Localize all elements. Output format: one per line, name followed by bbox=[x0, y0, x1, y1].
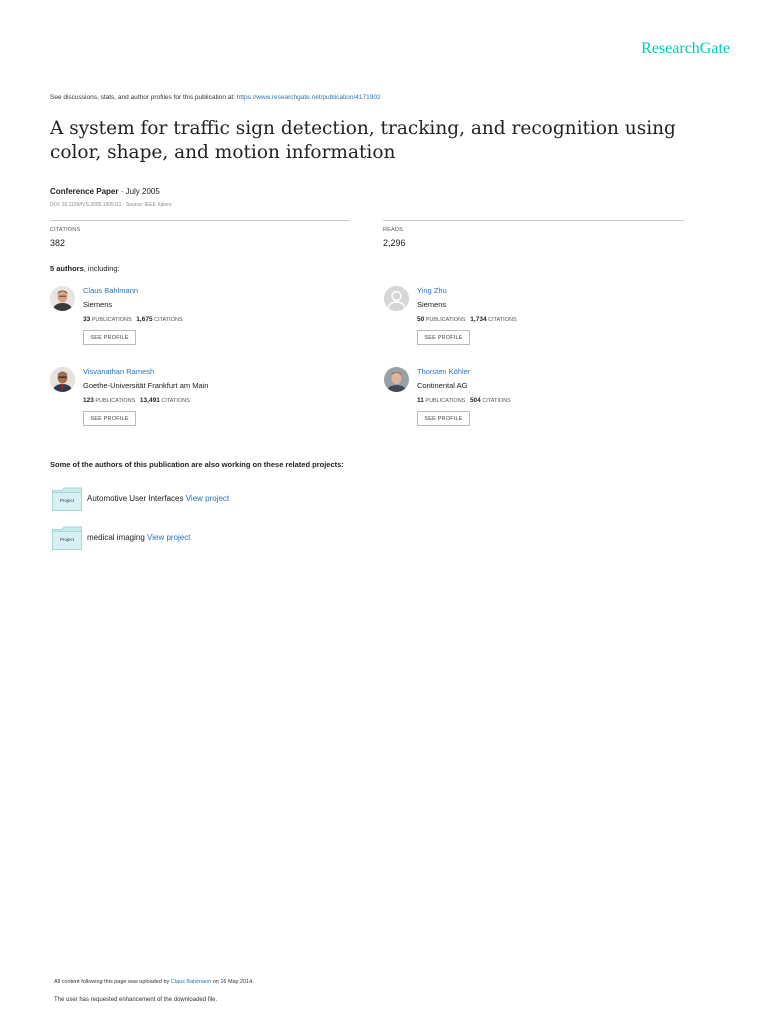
author-affiliation: Siemens bbox=[417, 300, 447, 309]
project-item bbox=[52, 526, 452, 552]
citations-count: 1,734 bbox=[470, 316, 487, 323]
citations-value: 382 bbox=[50, 238, 66, 248]
author-card bbox=[50, 367, 350, 437]
project-line bbox=[87, 533, 190, 542]
view-project-link[interactable]: View project bbox=[147, 533, 191, 542]
date-separator: · bbox=[118, 187, 126, 196]
publications-label: PUBLICATIONS bbox=[425, 317, 466, 323]
publications-label: PUBLICATIONS bbox=[95, 398, 136, 404]
publications-count: 50 bbox=[417, 316, 425, 323]
avatar[interactable] bbox=[384, 286, 409, 311]
author-name-link[interactable]: Thorsten Köhler bbox=[417, 367, 471, 376]
citations-count: 504 bbox=[469, 397, 481, 404]
author-photo-icon bbox=[50, 367, 75, 392]
author-card bbox=[384, 367, 684, 437]
author-affiliation: Goethe-Universität Frankfurt am Main bbox=[83, 381, 209, 390]
project-name: medical imaging bbox=[87, 533, 145, 542]
author-affiliation: Siemens bbox=[83, 300, 113, 309]
author-photo-icon bbox=[384, 367, 409, 392]
author-stats bbox=[83, 397, 190, 404]
publications-count: 11 bbox=[417, 397, 424, 404]
citations-count: 13,491 bbox=[139, 397, 160, 404]
paper-type-line bbox=[50, 187, 160, 196]
authors-suffix: , including: bbox=[83, 264, 120, 273]
avatar[interactable] bbox=[50, 367, 75, 392]
project-folder-icon bbox=[52, 487, 82, 511]
project-line bbox=[87, 494, 229, 503]
citations-label: CITATIONS bbox=[482, 398, 511, 404]
related-projects-heading: Some of the authors of this publication are also working on these related projects: bbox=[50, 460, 344, 469]
reads-value: 2,296 bbox=[383, 238, 406, 248]
citations-label: CITATIONS bbox=[154, 317, 183, 323]
paper-date: July 2005 bbox=[125, 187, 160, 196]
discussions-text: See discussions, stats, and author profiles for this publication at: bbox=[50, 94, 237, 101]
discussions-line bbox=[50, 94, 381, 101]
see-profile-button[interactable]: SEE PROFILE bbox=[83, 330, 136, 345]
publications-count: 33 bbox=[83, 316, 91, 323]
author-photo-icon bbox=[50, 286, 75, 311]
paper-title: A system for traffic sign detection, tracking, and recognition using color, shape, and motion information bbox=[50, 118, 676, 163]
doi-line: DOI: 10.1109/IVS.2005.1505111 · Source: IEEE Xplore bbox=[50, 202, 172, 208]
author-affiliation: Continental AG bbox=[417, 381, 468, 390]
enhancement-note: The user has requested enhancement of the downloaded file. bbox=[54, 997, 218, 1003]
author-stats bbox=[83, 316, 183, 323]
see-profile-button[interactable]: SEE PROFILE bbox=[417, 411, 470, 426]
project-item bbox=[52, 487, 452, 513]
see-profile-button[interactable]: SEE PROFILE bbox=[83, 411, 136, 426]
author-card bbox=[384, 286, 684, 356]
upload-note bbox=[54, 979, 254, 985]
author-name-link[interactable]: Ying Zhu bbox=[417, 286, 447, 295]
citations-divider bbox=[50, 220, 350, 221]
publications-label: PUBLICATIONS bbox=[425, 398, 466, 404]
project-folder-icon bbox=[52, 526, 82, 550]
upload-prefix: All content following this page was uploaded by bbox=[54, 979, 171, 985]
authors-heading bbox=[50, 264, 120, 273]
reads-label: READS bbox=[383, 227, 403, 233]
project-folder-label: Project bbox=[59, 537, 74, 542]
authors-count: 5 authors bbox=[50, 264, 84, 273]
upload-suffix: on 16 May 2014. bbox=[211, 979, 254, 985]
publications-label: PUBLICATIONS bbox=[91, 317, 132, 323]
uploader-link[interactable]: Claus Bahlmann bbox=[170, 979, 212, 985]
view-project-link[interactable]: View project bbox=[185, 494, 230, 503]
author-name-link[interactable]: Claus Bahlmann bbox=[83, 286, 139, 295]
publication-url-link[interactable]: https://www.researchgate.net/publication/4171902 bbox=[236, 94, 381, 101]
default-avatar-icon bbox=[384, 286, 409, 311]
avatar[interactable] bbox=[50, 286, 75, 311]
project-folder-label: Project bbox=[59, 498, 74, 503]
see-profile-button[interactable]: SEE PROFILE bbox=[417, 330, 470, 345]
avatar[interactable] bbox=[384, 367, 409, 392]
citations-label: CITATIONS bbox=[161, 398, 190, 404]
citations-count: 1,675 bbox=[136, 316, 153, 323]
author-card bbox=[50, 286, 350, 356]
citations-label: CITATIONS bbox=[488, 317, 517, 323]
author-name-link[interactable]: Visvanathan Ramesh bbox=[83, 367, 155, 376]
paper-type: Conference Paper bbox=[50, 187, 119, 196]
project-name: Automotive User Interfaces bbox=[87, 494, 184, 503]
reads-divider bbox=[383, 220, 684, 221]
author-stats bbox=[417, 316, 517, 323]
citations-label: CITATIONS bbox=[50, 227, 81, 233]
researchgate-logo[interactable]: ResearchGate bbox=[641, 40, 730, 57]
publications-count: 123 bbox=[83, 397, 94, 404]
author-stats bbox=[417, 397, 511, 404]
